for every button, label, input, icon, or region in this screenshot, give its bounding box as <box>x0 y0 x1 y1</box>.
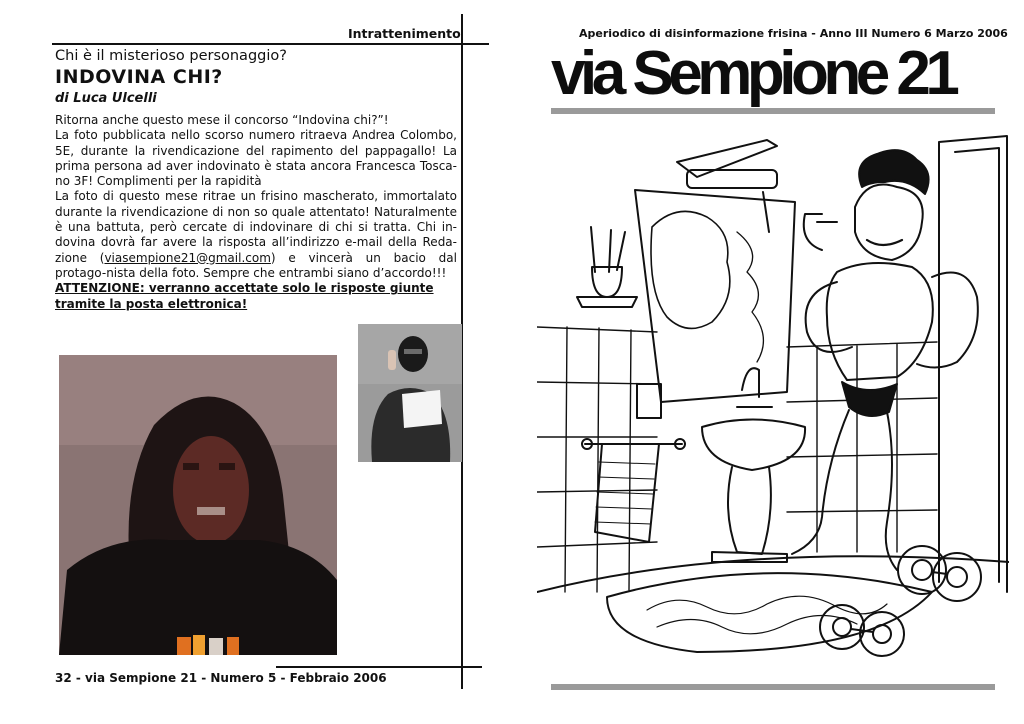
main-photo <box>59 355 337 655</box>
cover-cartoon <box>537 122 1009 682</box>
small-photo <box>358 324 462 462</box>
paragraph-this-month <box>55 189 457 281</box>
article-byline: di Luca Ulcelli <box>55 91 157 106</box>
header-rule <box>52 43 489 45</box>
section-label: Intrattenimento <box>348 26 461 41</box>
paragraph-intro: Ritorna anche questo mese il concorso “Indovina chi?”! <box>55 113 389 127</box>
cover-bottom-bar <box>551 684 995 690</box>
article-headline: INDOVINA CHI? <box>55 66 223 88</box>
warning-note: ATTENZIONE: verranno accettate solo le risposte giunte tramite la posta elettronica! <box>55 281 434 311</box>
article-kicker: Chi è il misterioso personaggio? <box>55 48 287 64</box>
cover-tagline: Aperiodico di disinformazione frisina - Anno III Numero 6 Marzo 2006 <box>579 27 1008 40</box>
masthead-top-bar <box>551 108 995 114</box>
paragraph-this-month-text: La foto di questo mese ritrae un frisino mascherato, immortalato durante la rivendicazione di non so quale attentato! Naturalmente è una battuta, però cercate di indovinare di chi si tratta. Chi in-dovina dovrà far avere la risposta all’indirizzo e-mail della Reda-zione ( <box>55 189 457 265</box>
footer-rule <box>276 666 482 668</box>
masthead-title: via Sempione 21 <box>551 39 955 108</box>
article-body <box>55 113 457 312</box>
page-footer: 32 - via Sempione 21 - Numero 5 - Febbraio 2006 <box>55 671 387 685</box>
paragraph-this-month-tail: ) e vincerà un bacio dal protago-nista della foto. Sempre che entrambi siano d’accordo!!! <box>55 250 457 280</box>
paragraph-previous-answer: La foto pubblicata nello scorso numero ritraeva Andrea Colombo, 5E, durante la rivendicazione del rapimento del pappagallo! La prima persona ad aver indovinato è stata ancora Francesca Tosca-no 3F! Complimenti per la rapidità <box>55 128 457 189</box>
email-link[interactable]: viasempione21@gmail.com <box>104 250 271 265</box>
